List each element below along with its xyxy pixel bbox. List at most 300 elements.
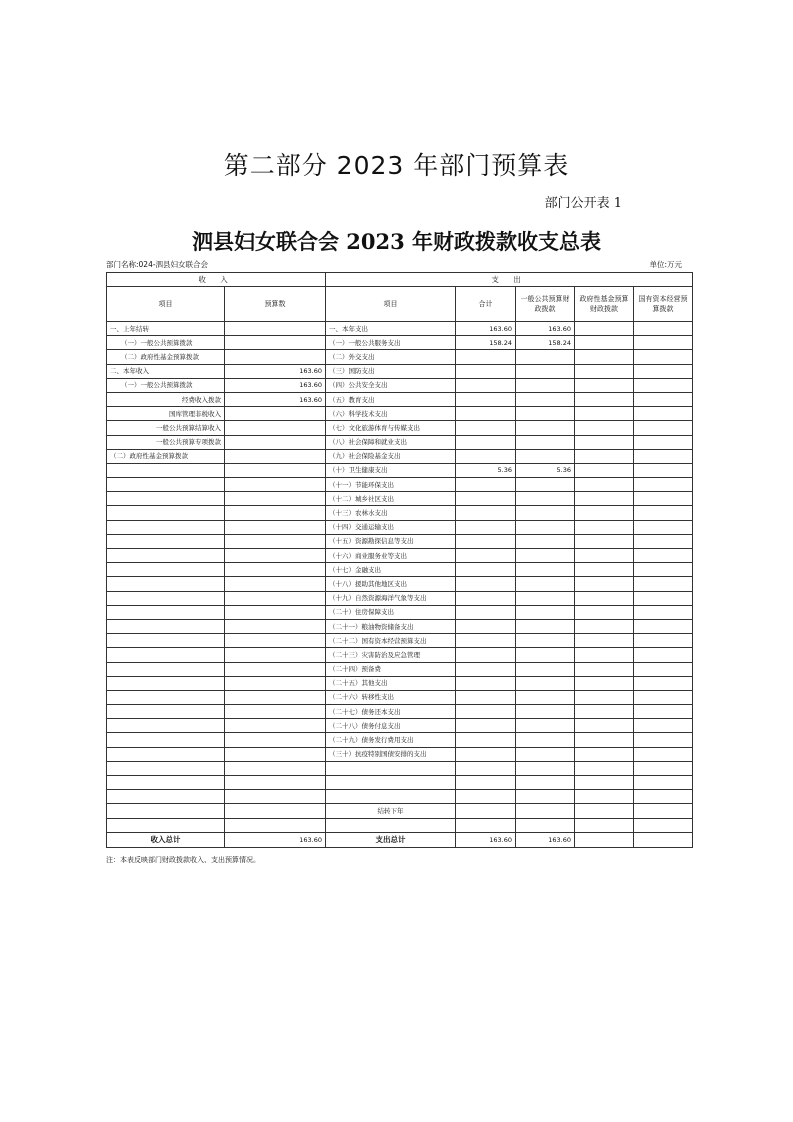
expense-item-cell: （十八）援助其他地区支出: [326, 577, 456, 591]
budget-value-cell: [225, 719, 326, 733]
total-value-cell: [456, 478, 516, 492]
fund-budget-value-cell: [575, 364, 634, 378]
expense-item-cell: （一）一般公共服务支出: [326, 336, 456, 350]
fund-budget-value-cell: [575, 534, 634, 548]
income-item-cell: [107, 733, 225, 747]
income-item-cell: [107, 492, 225, 506]
income-item-cell: [107, 463, 225, 477]
budget-value-cell: [225, 407, 326, 421]
total-value-cell: [456, 662, 516, 676]
table-row: [107, 350, 693, 364]
capital-budget-value-cell: [634, 634, 693, 648]
income-item-cell: [107, 719, 225, 733]
general-budget-value-cell: [516, 634, 575, 648]
expense-item-cell: （二十九）债务发行费用支出: [326, 733, 456, 747]
expense-item-cell: （四）公共安全支出: [326, 378, 456, 392]
table-row: [107, 733, 693, 747]
table-title: 泗县妇女联合会 2023 年财政拨款收支总表: [191, 229, 602, 254]
total-value-cell: 158.24: [456, 336, 516, 350]
budget-value-cell: [225, 605, 326, 619]
income-item-cell: [107, 790, 225, 804]
fund-budget-value-cell: [575, 336, 634, 350]
capital-budget-value-cell: [634, 534, 693, 548]
total-value-cell: [456, 634, 516, 648]
fund-budget-value-cell: [575, 733, 634, 747]
total-value-cell: [456, 818, 516, 832]
income-item-cell: [107, 520, 225, 534]
general-budget-value-cell: [516, 435, 575, 449]
department-label: 部门名称:024-泗县妇女联合会: [106, 260, 209, 269]
general-budget-value-cell: 158.24: [516, 336, 575, 350]
budget-value-cell: [225, 634, 326, 648]
total-value-cell: [456, 549, 516, 563]
table-row: [107, 378, 693, 392]
fund-budget-value-cell: [575, 818, 634, 832]
general-budget-value-cell: [516, 619, 575, 633]
capital-budget-value-cell: [634, 733, 693, 747]
general-budget-value-cell: [516, 676, 575, 690]
total-value-cell: [456, 591, 516, 605]
expense-header: 支 出: [326, 273, 693, 287]
expense-item-cell: （九）社会保险基金支出: [326, 449, 456, 463]
expense-item-cell: （二十）住房保障支出: [326, 605, 456, 619]
expense-item-cell: （六）科学技术支出: [326, 407, 456, 421]
table-row: [107, 662, 693, 676]
expense-item-cell: （二十八）债务付息支出: [326, 719, 456, 733]
table-row: [107, 449, 693, 463]
capital-budget-value-cell: [634, 435, 693, 449]
capital-budget-value-cell: [634, 605, 693, 619]
expense-item-cell: （二十一）粮油物资储备支出: [326, 619, 456, 633]
budget-value-cell: [225, 563, 326, 577]
budget-value-cell: [225, 790, 326, 804]
expense-item-cell: 结转下年: [326, 804, 456, 818]
table-row: [107, 534, 693, 548]
budget-value-cell: [225, 549, 326, 563]
table-row: [107, 804, 693, 818]
income-item-cell: （一）一般公共预算拨款: [107, 336, 225, 350]
fund-budget-value-cell: [575, 577, 634, 591]
general-budget-value-cell: [516, 705, 575, 719]
table-row: [107, 407, 693, 421]
general-budget-value-cell: [516, 719, 575, 733]
table-row: [107, 648, 693, 662]
general-budget-value-cell: [516, 591, 575, 605]
table-row: [107, 435, 693, 449]
general-budget-value-cell: [516, 818, 575, 832]
capital-budget-value-cell: [634, 676, 693, 690]
budget-value-cell: [225, 322, 326, 336]
budget-value-cell: [225, 776, 326, 790]
fund-budget-value-cell: [575, 662, 634, 676]
capital-budget-value-cell: [634, 421, 693, 435]
income-item-cell: [107, 634, 225, 648]
capital-budget-value-cell: [634, 662, 693, 676]
expense-item-cell: （十一）节能环保支出: [326, 478, 456, 492]
table-row: [107, 605, 693, 619]
totals-row: [107, 832, 693, 847]
general-budget-value-cell: [516, 605, 575, 619]
expense-item-cell: （十六）商业服务业等支出: [326, 549, 456, 563]
total-value-cell: [456, 492, 516, 506]
total-value-cell: [456, 676, 516, 690]
total-value-cell: [456, 563, 516, 577]
budget-value-cell: [225, 676, 326, 690]
form-number: 部门公开表 1: [544, 196, 622, 211]
total-value-cell: [456, 364, 516, 378]
general-budget-value-cell: [516, 364, 575, 378]
income-item-cell: （二）政府性基金预算拨款: [107, 350, 225, 364]
income-item-cell: [107, 534, 225, 548]
capital-budget-value-cell: [634, 492, 693, 506]
budget-value-cell: [225, 662, 326, 676]
table-row: [107, 619, 693, 633]
fund-budget-value-cell: [575, 478, 634, 492]
budget-value-cell: [225, 336, 326, 350]
fund-budget-value-cell: [575, 520, 634, 534]
fund-budget-value-cell: [575, 690, 634, 704]
income-item-cell: [107, 549, 225, 563]
expense-item-cell: （十五）资源勘探信息等支出: [326, 534, 456, 548]
income-item-cell: [107, 577, 225, 591]
general-budget-value-cell: [516, 662, 575, 676]
budget-value-cell: [225, 733, 326, 747]
budget-value-cell: [225, 747, 326, 761]
fund-budget-value-cell: [575, 790, 634, 804]
income-item-cell: [107, 591, 225, 605]
general-budget-value-cell: [516, 350, 575, 364]
income-item-cell: 经费收入拨款: [107, 392, 225, 406]
table-row: [107, 676, 693, 690]
income-item-cell: [107, 705, 225, 719]
capital-budget-value-cell: [634, 804, 693, 818]
expense-item-cell: （二十二）国有资本经营预算支出: [326, 634, 456, 648]
fund-budget-value-cell: [575, 549, 634, 563]
income-item-cell: （二）政府性基金预算拨款: [107, 449, 225, 463]
capital-budget-value-cell: [634, 478, 693, 492]
total-value-cell: [456, 804, 516, 818]
budget-value-cell: [225, 705, 326, 719]
total-value-cell: [456, 761, 516, 775]
fund-budget-value-cell: [575, 421, 634, 435]
total-value-cell: [456, 690, 516, 704]
budget-value-cell: [225, 648, 326, 662]
fund-budget-value-cell: [575, 591, 634, 605]
general-budget-value-cell: [516, 549, 575, 563]
income-item-cell: [107, 690, 225, 704]
expense-item-cell: （二十七）债务还本支出: [326, 705, 456, 719]
capital-budget-value-cell: [634, 690, 693, 704]
budget-value-cell: [225, 577, 326, 591]
general-budget-value-cell: [516, 776, 575, 790]
capital-budget-total-value: [634, 832, 693, 847]
budget-value-cell: [225, 520, 326, 534]
income-item-cell: 二、本年收入: [107, 364, 225, 378]
general-budget-value-cell: [516, 492, 575, 506]
general-budget-value-cell: [516, 506, 575, 520]
expense-item-header: 项目: [326, 287, 456, 322]
general-budget-value-cell: [516, 449, 575, 463]
budget-value-cell: 163.60: [225, 392, 326, 406]
budget-value-cell: [225, 478, 326, 492]
fund-budget-value-cell: [575, 619, 634, 633]
total-value-cell: [456, 747, 516, 761]
income-item-cell: [107, 676, 225, 690]
income-item-cell: 一般公共预算结算收入: [107, 421, 225, 435]
fund-budget-header: 政府性基金预算财政拨款: [575, 287, 634, 322]
table-row: [107, 705, 693, 719]
income-item-cell: [107, 776, 225, 790]
income-item-cell: [107, 563, 225, 577]
total-value-cell: [456, 421, 516, 435]
budget-value-cell: [225, 421, 326, 435]
income-item-header: 项目: [107, 287, 225, 322]
budget-value-cell: [225, 534, 326, 548]
expense-item-cell: （十四）交通运输支出: [326, 520, 456, 534]
fund-budget-value-cell: [575, 648, 634, 662]
budget-value-cell: [225, 350, 326, 364]
budget-value-cell: 163.60: [225, 364, 326, 378]
total-value-cell: 163.60: [456, 322, 516, 336]
table-row: [107, 719, 693, 733]
table-row: [107, 747, 693, 761]
capital-budget-value-cell: [634, 818, 693, 832]
capital-budget-value-cell: [634, 350, 693, 364]
budget-value-cell: [225, 804, 326, 818]
budget-value-cell: [225, 690, 326, 704]
table-row: [107, 790, 693, 804]
total-value-cell: [456, 790, 516, 804]
income-item-cell: [107, 761, 225, 775]
general-budget-value-cell: [516, 563, 575, 577]
expense-item-cell: （二十六）转移性支出: [326, 690, 456, 704]
general-budget-value-cell: [516, 733, 575, 747]
table-row: [107, 634, 693, 648]
income-item-cell: [107, 747, 225, 761]
fund-budget-total-value: [575, 832, 634, 847]
table-row: [107, 478, 693, 492]
table-row: [107, 818, 693, 832]
capital-budget-value-cell: [634, 336, 693, 350]
table-note: 注：本表反映部门财政拨款收入、支出预算情况。: [106, 856, 260, 864]
income-item-cell: [107, 506, 225, 520]
table-row: [107, 591, 693, 605]
general-budget-total-value: 163.60: [516, 832, 575, 847]
income-item-cell: [107, 804, 225, 818]
header-row-1: [107, 273, 693, 287]
fund-budget-value-cell: [575, 322, 634, 336]
general-budget-value-cell: [516, 378, 575, 392]
capital-budget-header: 国有资本经营预算拨款: [634, 287, 693, 322]
capital-budget-value-cell: [634, 520, 693, 534]
expense-item-cell: （十）卫生健康支出: [326, 463, 456, 477]
income-total-value: 163.60: [225, 832, 326, 847]
unit-label: 单位:万元: [649, 260, 682, 269]
total-value-cell: [456, 719, 516, 733]
table-row: [107, 322, 693, 336]
expense-item-cell: （十九）自然资源海洋气象等支出: [326, 591, 456, 605]
table-row: [107, 463, 693, 477]
fund-budget-value-cell: [575, 719, 634, 733]
capital-budget-value-cell: [634, 449, 693, 463]
income-item-cell: [107, 605, 225, 619]
budget-value-cell: [225, 435, 326, 449]
general-budget-value-cell: [516, 804, 575, 818]
table-row: [107, 761, 693, 775]
fund-budget-value-cell: [575, 804, 634, 818]
capital-budget-value-cell: [634, 549, 693, 563]
income-item-cell: [107, 478, 225, 492]
general-budget-value-cell: [516, 392, 575, 406]
total-value-cell: [456, 619, 516, 633]
expense-item-cell: （二十四）预备费: [326, 662, 456, 676]
general-budget-value-cell: 5.36: [516, 463, 575, 477]
general-budget-value-cell: [516, 577, 575, 591]
expense-item-cell: （二）外交支出: [326, 350, 456, 364]
general-budget-header: 一般公共预算财政拨款: [516, 287, 575, 322]
budget-value-cell: [225, 449, 326, 463]
fund-budget-value-cell: [575, 747, 634, 761]
budget-table: [106, 272, 693, 848]
budget-value-cell: [225, 761, 326, 775]
income-item-cell: [107, 619, 225, 633]
general-budget-value-cell: [516, 747, 575, 761]
total-value-cell: [456, 378, 516, 392]
total-value-cell: 5.36: [456, 463, 516, 477]
total-value-cell: [456, 605, 516, 619]
capital-budget-value-cell: [634, 705, 693, 719]
table-row: [107, 563, 693, 577]
general-budget-value-cell: [516, 761, 575, 775]
expense-item-cell: （二十五）其他支出: [326, 676, 456, 690]
capital-budget-value-cell: [634, 761, 693, 775]
fund-budget-value-cell: [575, 350, 634, 364]
expense-item-cell: （三）国防支出: [326, 364, 456, 378]
capital-budget-value-cell: [634, 719, 693, 733]
budget-value-cell: [225, 463, 326, 477]
table-row: [107, 577, 693, 591]
expense-item-cell: [326, 818, 456, 832]
expense-item-cell: [326, 761, 456, 775]
total-value-cell: [456, 534, 516, 548]
income-item-cell: [107, 648, 225, 662]
capital-budget-value-cell: [634, 747, 693, 761]
total-value-cell: [456, 577, 516, 591]
income-item-cell: [107, 662, 225, 676]
capital-budget-value-cell: [634, 463, 693, 477]
general-budget-value-cell: [516, 520, 575, 534]
header-row-2: [107, 287, 693, 322]
total-value-cell: [456, 705, 516, 719]
budget-value-cell: [225, 492, 326, 506]
meta-row: [106, 259, 692, 271]
capital-budget-value-cell: [634, 378, 693, 392]
general-budget-value-cell: [516, 407, 575, 421]
expense-item-cell: 一、本年支出: [326, 322, 456, 336]
income-item-cell: [107, 818, 225, 832]
general-budget-value-cell: [516, 790, 575, 804]
budget-header: 预算数: [225, 287, 326, 322]
budget-value-cell: [225, 591, 326, 605]
capital-budget-value-cell: [634, 577, 693, 591]
expense-item-cell: （八）社会保障和就业支出: [326, 435, 456, 449]
fund-budget-value-cell: [575, 705, 634, 719]
table-row: [107, 690, 693, 704]
general-budget-value-cell: [516, 478, 575, 492]
budget-value-cell: [225, 506, 326, 520]
expense-item-cell: （十二）城乡社区支出: [326, 492, 456, 506]
capital-budget-value-cell: [634, 506, 693, 520]
budget-value-cell: [225, 619, 326, 633]
fund-budget-value-cell: [575, 761, 634, 775]
capital-budget-value-cell: [634, 790, 693, 804]
budget-value-cell: [225, 818, 326, 832]
table-row: [107, 392, 693, 406]
fund-budget-value-cell: [575, 435, 634, 449]
expense-item-cell: （二十三）灾害防治及应急管理: [326, 648, 456, 662]
income-item-cell: 国库管理非税收入: [107, 407, 225, 421]
income-item-cell: 一、上年结转: [107, 322, 225, 336]
table-row: [107, 520, 693, 534]
fund-budget-value-cell: [575, 492, 634, 506]
income-total-label: 收入总计: [107, 832, 225, 847]
fund-budget-value-cell: [575, 563, 634, 577]
capital-budget-value-cell: [634, 392, 693, 406]
income-header: 收 入: [107, 273, 326, 287]
fund-budget-value-cell: [575, 776, 634, 790]
table-row: [107, 336, 693, 350]
total-value-cell: [456, 648, 516, 662]
fund-budget-value-cell: [575, 407, 634, 421]
total-value-cell: [456, 506, 516, 520]
expense-item-cell: （三十）抗疫特别国债安排的支出: [326, 747, 456, 761]
fund-budget-value-cell: [575, 449, 634, 463]
total-value-cell: [456, 407, 516, 421]
table-row: [107, 421, 693, 435]
fund-budget-value-cell: [575, 605, 634, 619]
table-row: [107, 492, 693, 506]
total-value-cell: [456, 520, 516, 534]
part-title: 第二部分 2023 年部门预算表: [223, 151, 570, 180]
expense-item-cell: [326, 776, 456, 790]
capital-budget-value-cell: [634, 322, 693, 336]
total-value-cell: [456, 392, 516, 406]
total-value-cell: [456, 733, 516, 747]
fund-budget-value-cell: [575, 378, 634, 392]
capital-budget-value-cell: [634, 407, 693, 421]
income-item-cell: 一般公共预算专项拨款: [107, 435, 225, 449]
general-budget-value-cell: [516, 648, 575, 662]
fund-budget-value-cell: [575, 506, 634, 520]
capital-budget-value-cell: [634, 776, 693, 790]
total-value-cell: [456, 350, 516, 364]
budget-value-cell: 163.60: [225, 378, 326, 392]
table-row: [107, 549, 693, 563]
general-budget-value-cell: [516, 690, 575, 704]
income-item-cell: （一）一般公共预算拨款: [107, 378, 225, 392]
fund-budget-value-cell: [575, 634, 634, 648]
general-budget-value-cell: 163.60: [516, 322, 575, 336]
total-header: 合计: [456, 287, 516, 322]
expense-item-cell: （七）文化旅游体育与传媒支出: [326, 421, 456, 435]
capital-budget-value-cell: [634, 591, 693, 605]
total-value-cell: [456, 449, 516, 463]
expense-total-label: 支出总计: [326, 832, 456, 847]
fund-budget-value-cell: [575, 676, 634, 690]
capital-budget-value-cell: [634, 648, 693, 662]
expense-total-value: 163.60: [456, 832, 516, 847]
general-budget-value-cell: [516, 534, 575, 548]
